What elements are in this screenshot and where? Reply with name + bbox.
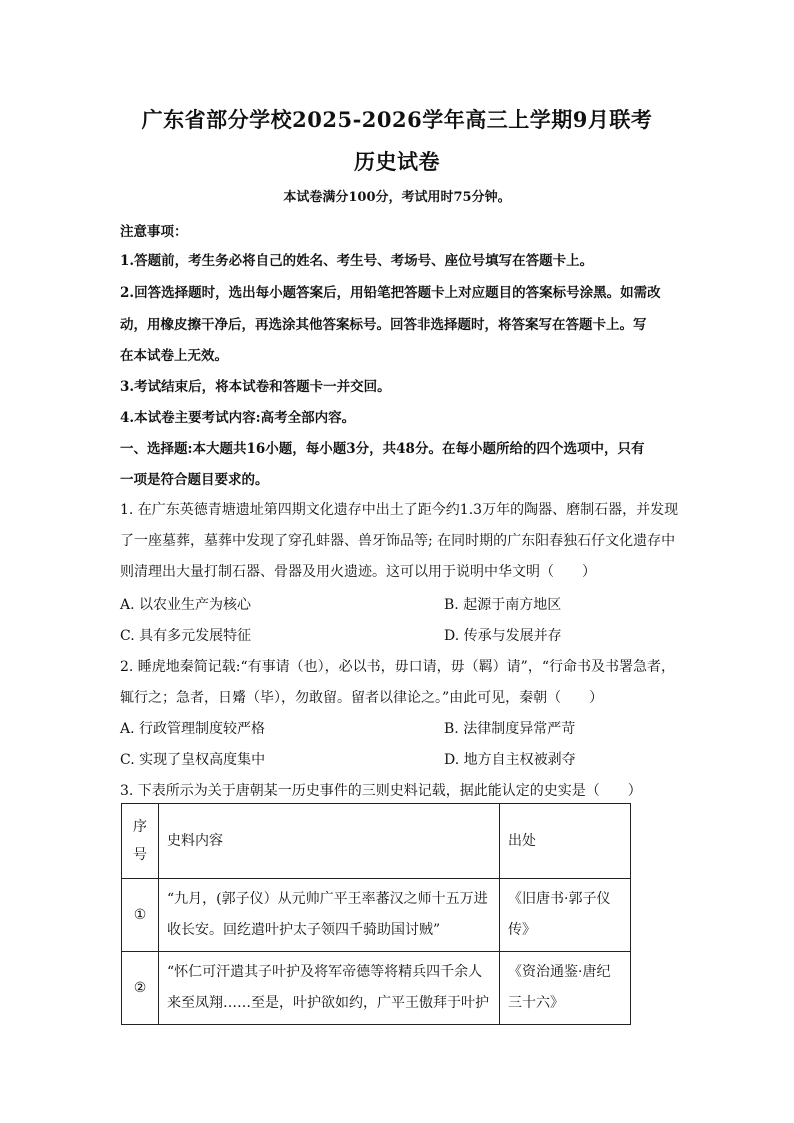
q2-stem: 2. 睡虎地秦简记载:“有事请（也），必以书，毋口请，毋（羁）请”，“行命书及书署急者， (120, 659, 675, 675)
row-source (500, 952, 631, 1025)
q2-option-b[interactable]: B. 法律制度异常严苛 (444, 721, 576, 737)
header-content-label: 史料内容 (167, 832, 223, 849)
table-row (122, 879, 631, 952)
q3-stem: 3. 下表所示为关于唐朝某一历史事件的三则史料记载，据此能认定的史实是（ ） (120, 783, 642, 799)
row-source-line: 《旧唐书·郭子仪 (508, 891, 611, 907)
row-content-line: “九月，(郭子仪）从元帅广平王率蕃汉之师十五万进 (167, 891, 488, 907)
q1-stem: 则清理出大量打制石器、骨器及用火遗迹。这可以用于说明中华文明（ ） (120, 564, 596, 580)
q1-stem: 1. 在广东英德青塘遗址第四期文化遗存中出土了距今约1.3万年的陶器、磨制石器，并发现 (120, 502, 679, 518)
section-heading-cont: 一项是符合题目要求的。 (120, 472, 269, 488)
row-source (500, 879, 631, 952)
note-item: 2.回答选择题时，选出每小题答案后，用铅笔把答题卡上对应题目的答案标号涂黑。如需改 (120, 285, 661, 301)
row-number (122, 952, 159, 1025)
row-number-text: ① (133, 907, 147, 923)
note-item: 1.答题前，考生务必将自己的姓名、考生号、考场号、座位号填写在答题卡上。 (120, 253, 594, 269)
header-number-label: 序号 (133, 819, 147, 863)
q1-stem: 了一座墓葬，墓葬中发现了穿孔蚌器、兽牙饰品等; 在同时期的广东阳春独石仔文化遗存中 (120, 533, 676, 549)
q1-option-c[interactable]: C. 具有多元发展特征 (120, 628, 252, 644)
q2-option-c[interactable]: C. 实现了皇权高度集中 (120, 752, 266, 768)
table-row (122, 952, 631, 1025)
table-header-row (122, 804, 631, 879)
row-number-text: ② (133, 980, 147, 996)
note-item: 4.本试卷主要考试内容:高考全部内容。 (120, 410, 356, 426)
note-item: 3.考试结束后，将本试卷和答题卡一并交回。 (120, 379, 391, 395)
subject-title: 历史试卷 (354, 149, 440, 174)
q1-option-b[interactable]: B. 起源于南方地区 (444, 597, 562, 613)
row-number (122, 879, 159, 952)
q2-option-d[interactable]: D. 地方自主权被剥夺 (444, 752, 576, 768)
row-content (159, 952, 500, 1025)
q2-option-a[interactable]: A. 行政管理制度较严格 (120, 721, 266, 737)
row-content-line: 来至凤翔……至是，叶护欲如约，广平王傲拜于叶护 (167, 995, 489, 1011)
row-content-line: “怀仁可汗遣其子叶护及将军帝德等将精兵四千余人 (167, 964, 483, 980)
notes-heading: 注意事项： (120, 224, 188, 240)
q1-option-a[interactable]: A. 以农业生产为核心 (120, 597, 252, 613)
row-source-line: 《资治通鉴·唐纪 (508, 964, 611, 980)
row-content (159, 879, 500, 952)
section-heading: 一、选择题:本大题共16小题，每小题3分，共48分。在每小题所给的四个选项中，只有 (120, 441, 645, 457)
note-item: 动，用橡皮擦干净后，再选涂其他答案标号。回答非选择题时，将答案写在答题卡上。写 (120, 317, 647, 333)
historical-sources-table (121, 803, 631, 1025)
note-item: 在本试卷上无效。 (120, 348, 228, 364)
header-source-label: 出处 (508, 832, 536, 849)
row-source-line: 三十六》 (508, 995, 564, 1011)
row-content-line: 收长安。回纥遣叶护太子领四千骑助国讨贼” (167, 922, 441, 938)
q2-stem: 辄行之；急者，日觱（毕），勿敢留。留者以律论之。”由此可见，秦朝（ ） (120, 690, 604, 706)
row-source-line: 传》 (508, 922, 536, 938)
exam-title: 广东省部分学校2025-2026学年高三上学期9月联考 (141, 107, 653, 132)
header-content (159, 804, 500, 879)
header-source (500, 804, 631, 879)
header-number (122, 804, 159, 879)
q1-option-d[interactable]: D. 传承与发展并存 (444, 628, 562, 644)
exam-info: 本试卷满分100分，考试用时75分钟。 (283, 190, 511, 205)
